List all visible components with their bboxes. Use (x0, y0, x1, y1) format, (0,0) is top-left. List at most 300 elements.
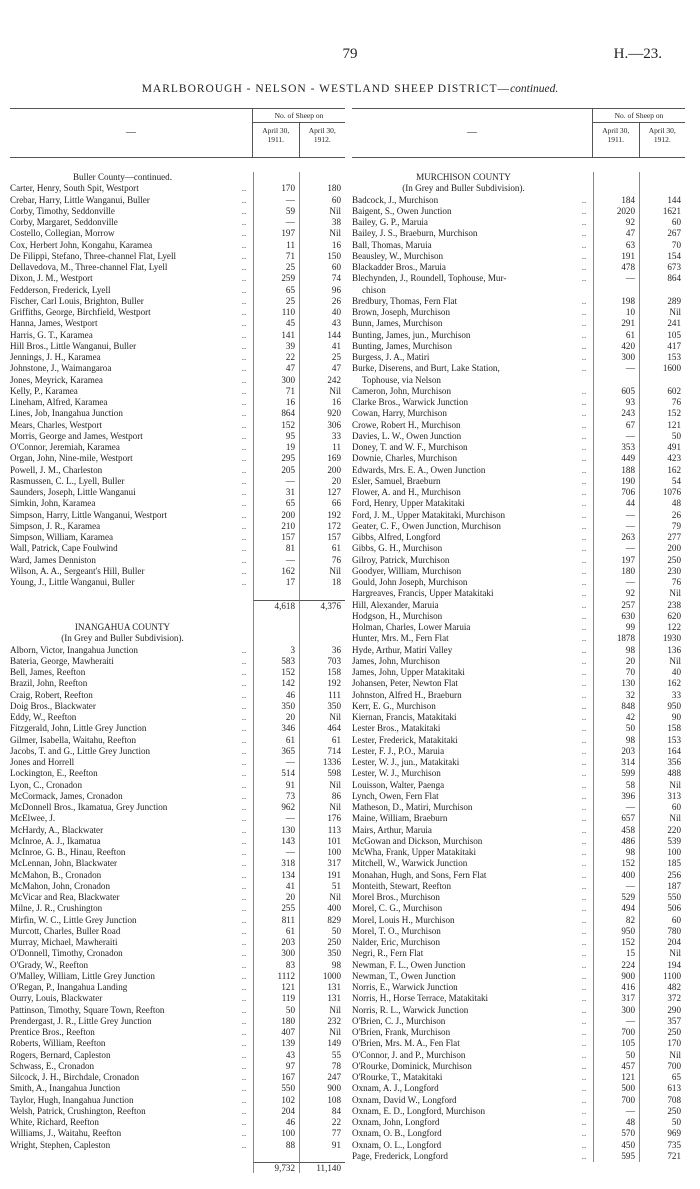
owner-name: Mears, Charles, Westport (10, 419, 103, 430)
sheep-1912: 1600 (639, 363, 685, 374)
table-row (10, 206, 345, 217)
owner-name: Hunter, Mrs. M., Fern Flat (352, 633, 449, 644)
sheep-1912: 187 (639, 881, 685, 892)
sheep-1911: 478 (593, 262, 639, 273)
table-row (10, 768, 345, 779)
sheep-1911: 130 (593, 678, 639, 689)
sheep-1911: 494 (593, 903, 639, 914)
sheep-1911: — (253, 555, 299, 566)
sheep-1912: 90 (639, 712, 685, 723)
owner-name (10, 1151, 235, 1162)
sheep-1912 (299, 172, 345, 183)
owner-name: Fitzgerald, John, Little Grey Junction (10, 723, 147, 734)
table-row (352, 453, 685, 464)
owner-name: Rasmussen, C. L., Lyell, Buller (10, 475, 125, 486)
sheep-1912: 714 (299, 746, 345, 757)
leader-dots: .. (581, 385, 587, 396)
table-row (352, 1083, 685, 1094)
sheep-1911: 595 (593, 1151, 639, 1162)
sheep-1912: 900 (299, 1083, 345, 1094)
owner-name: Lockington, E., Reefton (10, 768, 98, 779)
sheep-1911: 98 (593, 847, 639, 858)
sheep-1911: 50 (593, 723, 639, 734)
owner-name: Corby, Timothy, Seddonville (10, 205, 115, 216)
leader-dots: .. (581, 903, 587, 914)
sheep-1912: Nil (299, 206, 345, 217)
sheep-1912: 105 (639, 330, 685, 341)
spacer-row (10, 1151, 345, 1162)
table-row (10, 465, 345, 476)
leader-dots: .. (241, 689, 247, 700)
owner-name: O'Rourke, Dominick, Murchison (352, 1060, 472, 1071)
owner-name: McCormack, James, Cronadon (10, 790, 123, 801)
leader-dots: .. (581, 262, 587, 272)
table-row (10, 240, 345, 251)
leader-dots: .. (241, 745, 247, 756)
sheep-1911: 4,618 (253, 600, 299, 611)
sheep-1911: 200 (253, 510, 299, 521)
sheep-1912: 289 (639, 296, 685, 307)
owner-name: Crebar, Harry, Little Wanganui, Buller (10, 194, 150, 205)
sheep-1912: 131 (299, 993, 345, 1004)
sheep-1912: 113 (299, 825, 345, 836)
leader-dots: .. (581, 1015, 587, 1026)
sheep-1912: Nil (639, 813, 685, 824)
leader-dots: .. (581, 318, 587, 329)
sheep-1911: 350 (253, 701, 299, 712)
table-row (10, 1050, 345, 1061)
leader-dots: .. (581, 847, 587, 857)
sheep-1911: 162 (253, 566, 299, 577)
table-row (352, 262, 685, 273)
leader-dots: .. (581, 599, 587, 610)
sheep-1912: 153 (639, 352, 685, 363)
sheep-1911 (253, 588, 299, 599)
sheep-1911: 157 (253, 532, 299, 543)
owner-name: O'Brien, Frank, Murchison (352, 1027, 451, 1037)
sheep-1912: 149 (299, 1038, 345, 1049)
owner-name: Kiernan, Francis, Matakitaki (352, 712, 457, 722)
leader-dots: .. (581, 1004, 587, 1015)
owner-name: Eddy, W., Reefton (10, 712, 77, 722)
owner-name: Flower, A. and H., Murchison (352, 487, 461, 497)
sheep-1912: 76 (299, 555, 345, 566)
sheep-1912: 60 (639, 915, 685, 926)
table-row (352, 937, 685, 948)
table-row (352, 1050, 685, 1061)
section-heading (352, 172, 685, 183)
sheep-1912: 153 (639, 735, 685, 746)
table-row (10, 228, 345, 239)
sheep-1912: 488 (639, 768, 685, 779)
owner-name: Murcott, Charles, Buller Road (10, 925, 121, 936)
sheep-1911: 48 (593, 1117, 639, 1128)
sheep-1911: 396 (593, 791, 639, 802)
sheep-1911: 65 (253, 498, 299, 509)
leader-dots: .. (241, 295, 247, 306)
sheep-1912: 192 (299, 678, 345, 689)
leader-dots (575, 375, 593, 386)
sheep-1912 (299, 1151, 345, 1162)
sheep-1911: 65 (253, 285, 299, 296)
table-row (10, 892, 345, 903)
owner-name: O'Connor, J. and P., Murchison (352, 1049, 466, 1060)
owner-name: Craig, Robert, Reefton (10, 689, 93, 700)
owner-name: James, John, Upper Matakitaki (352, 667, 465, 677)
leader-dots: .. (581, 329, 587, 340)
owner-name: Organ, John, Nine-mile, Westport (10, 453, 133, 464)
table-row (352, 465, 685, 476)
sheep-1911: 605 (593, 386, 639, 397)
sheep-1911: 61 (593, 330, 639, 341)
leader-dots: .. (581, 824, 587, 835)
table-row (352, 667, 685, 678)
leader-dots (235, 1162, 253, 1173)
sheep-1911: — (253, 195, 299, 206)
owner-name: O'Regan, P., Inangahua Landing (10, 982, 128, 992)
sheep-header (252, 109, 345, 157)
owner-name: Ball, Thomas, Maruia (352, 239, 432, 250)
sheep-1912: 26 (299, 296, 345, 307)
leader-dots: .. (241, 757, 247, 767)
sheep-1911: 141 (253, 330, 299, 341)
sheep-1911: 20 (253, 892, 299, 903)
leader-dots: .. (241, 1004, 247, 1015)
owner-name: Rogers, Bernard, Capleston (10, 1049, 111, 1060)
leader-dots: .. (241, 869, 247, 880)
sheep-1911: 83 (253, 960, 299, 971)
sheep-1912: 47 (299, 363, 345, 374)
leader-dots: .. (241, 667, 247, 677)
owner-name: Morel, T. O., Murchison (352, 925, 441, 936)
sheep-1911: 184 (593, 195, 639, 206)
sheep-1912: 464 (299, 723, 345, 734)
sheep-1911: 3 (253, 645, 299, 656)
sheep-1911: 100 (253, 1128, 299, 1139)
owner-name: Corby, Margaret, Seddonville (10, 217, 118, 227)
sheep-1911: — (593, 521, 639, 532)
table-row (10, 701, 345, 712)
header-dash: — (467, 127, 477, 138)
leader-dots: .. (241, 824, 247, 835)
sheep-1912: 241 (639, 318, 685, 329)
leader-dots: .. (581, 644, 587, 655)
sheep-1912: 11 (299, 442, 345, 453)
leader-dots: .. (581, 1060, 587, 1071)
sheep-1912: 60 (639, 802, 685, 813)
leader-dots: .. (241, 937, 247, 947)
owner-name: Gibbs, Alfred, Longford (352, 532, 441, 542)
sheep-1911: 205 (253, 465, 299, 476)
owner-name: Esler, Samuel, Braeburn (352, 475, 441, 486)
owner-name: Baigent, S., Owen Junction (352, 205, 452, 216)
sheep-1912: 357 (639, 1016, 685, 1027)
table-row (10, 836, 345, 847)
owner-name: Doney, T. and W. F., Murchison (352, 442, 468, 452)
table-row (352, 476, 685, 487)
sheep-1912: 313 (639, 791, 685, 802)
sheep-1912: Nil (639, 948, 685, 959)
sheep-1912: 60 (639, 217, 685, 228)
table-row (10, 307, 345, 318)
table-row (352, 836, 685, 847)
sheep-1911: — (253, 813, 299, 824)
sheep-1912: Nil (639, 1050, 685, 1061)
leader-dots: .. (581, 397, 587, 407)
table-row (352, 633, 685, 644)
sheep-1911: 152 (593, 937, 639, 948)
sheep-1912: 20 (299, 476, 345, 487)
leader-dots: .. (241, 565, 247, 576)
sheep-1911: 514 (253, 768, 299, 779)
sheep-1911: 314 (593, 757, 639, 768)
owner-name: Simpson, William, Karamea (10, 532, 114, 542)
table-row (352, 498, 685, 509)
sheep-1912: 100 (639, 847, 685, 858)
table-row (10, 476, 345, 487)
sheep-1912 (639, 172, 685, 183)
owner-name: O'Rourke, T., Matakitaki (352, 1072, 443, 1082)
sheep-1912: Nil (299, 1005, 345, 1016)
owner-name: Lines, Job, Inangahua Junction (10, 408, 123, 419)
table-row (352, 510, 685, 521)
owner-name: Cowan, Harry, Murchison (352, 408, 447, 419)
sheep-1912: 158 (299, 667, 345, 678)
sheep-1911: 657 (593, 813, 639, 824)
sheep-1911: 630 (593, 611, 639, 622)
sheep-1912: 121 (639, 420, 685, 431)
owner-name: Saunders, Joseph, Little Wanganui (10, 487, 136, 497)
leader-dots: .. (241, 1117, 247, 1127)
leader-dots: .. (241, 858, 247, 869)
owner-name: Wilson, A. A., Sergeant's Hill, Buller (10, 565, 145, 576)
owner-name: Norris, R. L., Warwick Junction (352, 1004, 469, 1015)
sheep-1912: 350 (299, 948, 345, 959)
sheep-1912: 16 (299, 397, 345, 408)
sheep-1911: — (593, 1106, 639, 1117)
sheep-1911: 486 (593, 836, 639, 847)
sheep-1912: 350 (299, 701, 345, 712)
sheep-1912: 127 (299, 487, 345, 498)
sheep-1912: 1930 (639, 633, 685, 644)
owner-name: O'Brien, Mrs. M. A., Fen Flat (352, 1038, 460, 1049)
owner-name: Ford, J. M., Upper Matakitaki, Murchison (352, 509, 506, 520)
table-row (10, 397, 345, 408)
leader-dots: .. (581, 1105, 587, 1116)
sheep-1911: 25 (253, 296, 299, 307)
leader-dots: .. (241, 1072, 247, 1082)
owner-name: Fedderson, Frederick, Lyell (10, 284, 111, 295)
table-row (352, 543, 685, 554)
sheep-1912: 703 (299, 656, 345, 667)
owner-name: Bredbury, Thomas, Fern Flat (352, 295, 458, 306)
sheep-1912: 200 (299, 465, 345, 476)
leader-dots: .. (581, 678, 587, 689)
sheep-1912: 162 (639, 465, 685, 476)
sheep-1911: — (593, 802, 639, 813)
leader-dots: .. (241, 475, 247, 486)
sheep-1911: 98 (593, 645, 639, 656)
sheep-1911: 529 (593, 892, 639, 903)
leader-dots: .. (241, 385, 247, 396)
owner-name: Tophouse, via Nelson (362, 374, 441, 385)
table-row (10, 375, 345, 386)
table-row (10, 1140, 345, 1151)
owner-name: Morel Bros., Murchison (352, 892, 440, 902)
sheep-1911: 962 (253, 802, 299, 813)
owner-name: Negri, R., Fern Flat (352, 948, 424, 959)
sheep-1912: 40 (639, 667, 685, 678)
owner-name: O'Connor, Jeremiah, Karamea (10, 442, 120, 452)
sheep-1911: — (253, 757, 299, 768)
owner-name: Powell, J. M., Charleston (10, 464, 103, 475)
owner-name: Mirfin, W. C., Little Grey Junction (10, 914, 137, 925)
sheep-label: No. of Sheep on (253, 109, 345, 123)
sheep-1911: 317 (593, 993, 639, 1004)
leader-dots: .. (581, 352, 587, 362)
table-row (10, 386, 345, 397)
leader-dots: .. (241, 363, 247, 374)
leader-dots: .. (241, 1027, 247, 1037)
owner-name: Louisson, Walter, Paenga (352, 779, 445, 790)
sheep-1912: 204 (639, 937, 685, 948)
table-row (10, 757, 345, 768)
sheep-1912: 33 (299, 431, 345, 442)
owner-name: Geater, C. F., Owen Junction, Murchison (352, 520, 501, 531)
leader-dots: .. (581, 1038, 587, 1049)
sheep-1911: — (593, 881, 639, 892)
sheep-1911 (253, 172, 299, 183)
sheep-1912: 780 (639, 926, 685, 937)
owner-name: Simkin, John, Karamea (10, 498, 96, 509)
table-row (10, 723, 345, 734)
owner-name: McInroe, A. J., Ikamatua (10, 835, 101, 846)
table-row (352, 352, 685, 363)
leader-dots: .. (581, 1094, 587, 1105)
sheep-1912: 372 (639, 993, 685, 1004)
owner-name: Badcock, J., Murchison (352, 194, 439, 205)
leader-dots: .. (241, 318, 247, 329)
sheep-label: No. of Sheep on (593, 109, 685, 123)
owner-name: McHardy, A., Blackwater (10, 824, 104, 835)
owner-name: McLennan, John, Blackwater (10, 858, 118, 869)
leader-dots: .. (581, 509, 587, 520)
table-row (352, 1072, 685, 1083)
sheep-1912: 26 (639, 510, 685, 521)
table-row (352, 240, 685, 251)
sheep-1911: 58 (593, 780, 639, 791)
leader-dots: .. (581, 565, 587, 576)
table-row (352, 420, 685, 431)
owner-name: Morel, C. G., Murchison (352, 903, 443, 914)
leader-dots: .. (581, 779, 587, 790)
leader-dots: .. (581, 273, 587, 284)
sheep-1911: 224 (593, 960, 639, 971)
leader-dots (235, 588, 253, 599)
sheep-1911: 82 (593, 915, 639, 926)
sheep-1911: 20 (593, 656, 639, 667)
sheep-1912: 61 (299, 543, 345, 554)
table-row (10, 1117, 345, 1128)
leader-dots: .. (241, 1139, 247, 1150)
table-row (352, 1016, 685, 1027)
leader-dots (235, 622, 253, 633)
document-reference: H.—23. (613, 46, 662, 62)
sheep-1911: 1112 (253, 971, 299, 982)
sheep-1912: 4,376 (299, 600, 345, 611)
leader-dots: .. (241, 194, 247, 205)
sheep-1911 (593, 375, 639, 386)
sheep-1912: 250 (639, 1106, 685, 1117)
sheep-1911: 16 (253, 397, 299, 408)
table-row (10, 937, 345, 948)
owner-name: Buller County—continued. (72, 172, 172, 182)
sheep-1911: 67 (593, 420, 639, 431)
sheep-1912: 290 (639, 1005, 685, 1016)
table-row (10, 858, 345, 869)
owner-name: Monahan, Hugh, and Sons, Fern Flat (352, 869, 487, 880)
sheep-1911: — (593, 510, 639, 521)
table-row (10, 926, 345, 937)
table-row (10, 1038, 345, 1049)
sheep-1911: 63 (593, 240, 639, 251)
owner-name (10, 600, 235, 611)
sheep-1912: 829 (299, 915, 345, 926)
leader-dots: .. (241, 217, 247, 227)
owner-name: Hanna, James, Westport (10, 318, 98, 329)
sheep-1911: 700 (593, 1095, 639, 1106)
sheep-1911: 295 (253, 453, 299, 464)
table-row (352, 926, 685, 937)
table-row (10, 285, 345, 296)
sheep-1911: 31 (253, 487, 299, 498)
owner-name: Burgess, J. A., Matiri (352, 352, 430, 362)
sheep-1911: 110 (253, 307, 299, 318)
sheep-1912: 277 (639, 532, 685, 543)
col-1911-header: April 30, 1911. (602, 126, 630, 144)
sheep-1912 (299, 611, 345, 622)
table-row (10, 1095, 345, 1106)
sheep-1911: 570 (593, 1128, 639, 1139)
sheep-1911: 142 (253, 678, 299, 689)
table-row (352, 228, 685, 239)
sheep-1912: 356 (639, 757, 685, 768)
sheep-1912: 232 (299, 1016, 345, 1027)
sheep-1912: 185 (639, 858, 685, 869)
owner-name: Lineham, Alfred, Karamea (10, 397, 108, 407)
sheep-1912: 250 (639, 555, 685, 566)
table-row (352, 386, 685, 397)
sheep-1911: 291 (593, 318, 639, 329)
owner-name: Norris, E., Warwick Junction (352, 982, 458, 992)
owner-name: Griffiths, George, Birchfield, Westport (10, 307, 151, 317)
table-row (10, 881, 345, 892)
sheep-1911: 97 (253, 1061, 299, 1072)
sheep-1911: 407 (253, 1027, 299, 1038)
owner-name: Cox, Herbert John, Kongahu, Karamea (10, 239, 153, 250)
leader-dots: .. (241, 307, 247, 317)
owner-name: Williams, J., Waitahu, Reefton (10, 1128, 122, 1139)
leader-dots: .. (581, 194, 587, 205)
sheep-1911: 300 (253, 948, 299, 959)
sheep-1911: 17 (253, 577, 299, 588)
sheep-1912: 25 (299, 352, 345, 363)
table-row (352, 858, 685, 869)
leader-dots: .. (581, 858, 587, 869)
sheep-1912: 122 (639, 622, 685, 633)
sheep-1911: 203 (253, 937, 299, 948)
owner-name (10, 1162, 235, 1173)
